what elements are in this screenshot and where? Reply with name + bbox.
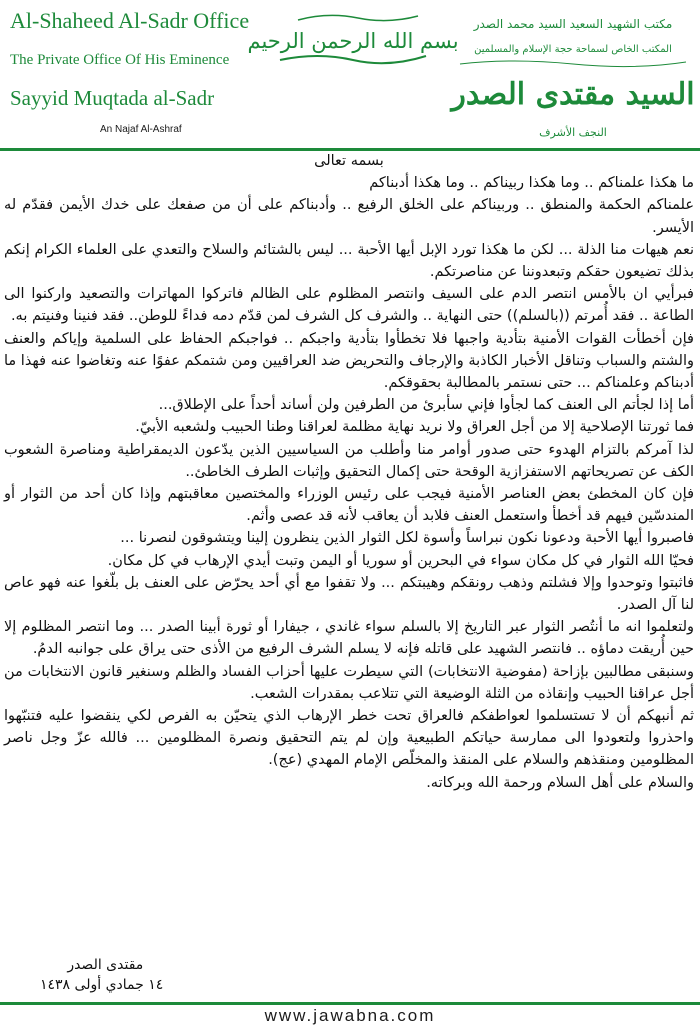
paragraph: فإن أخطأت القوات الأمنية بتأدية واجبها فلا تخطأوا بتأدية واجبكم .. فواجبكم الحفاظ على السلمية وإياكم والعنف والشتم والسباب وتناقل الأخبار الكاذبة والإرجاف والتحريض ضد العراقيين ومن شتمكم عفوًا عنه وتغاضوا عنه فهذا ما أدبناكم وعلمناكم ... حتى نستمر بالمطالبة بحقوقكم. (4, 330, 694, 392)
office-seal-calligraphy (452, 6, 694, 144)
paragraph: وسنبقى مطالبين بإزاحة (مفوضية الانتخابات) التي سيطرت عليها أحزاب الفساد والظلم وسنغير قانون الانتخابات من أجل عراقنا الحبيب وإنقاذه من الثلة الوضيعة التي تتلاعب بمقدرات الشعب. (4, 663, 694, 702)
office-name-en: Al-Shaheed Al-Sadr Office (10, 8, 250, 33)
paragraph: فبرأيي ان بالأمس انتصر الدم على السيف وانتصر المظلوم على الظالم فاتركوا المهاترات والتصعيد واركنوا الى الطاعة .. فقد أُمرتم ((بالسلم)) حتى النهاية .. والشرف كل الشرف لمن قدّم دمه فداءً للوطن.. فقد فنينا وفنيتم به. (4, 286, 694, 325)
paragraph: لذا آمركم بالتزام الهدوء حتى صدور أوامر منا وأطلب من السياسيين الذين يدّعون الديمقراطية ومناصرة الشعوب الكف عن تصريحاتهم الاستفزازية الوقحة حتى إكمال التحقيق وإثبات الطرف الخاطئ.. (4, 441, 694, 480)
paragraph: والسلام على أهل السلام ورحمة الله وبركاته. (426, 774, 694, 791)
seal-line-4: النجف الأشرف (539, 126, 607, 139)
paragraph: فاثبتوا وتوحدوا وإلا فشلتم وذهب رونقكم وهيبتكم ... ولا تقفوا مع أي أحد يحرّض على العنف بل بلّغوا عنه فهو عاص لنا آل الصدر. (4, 574, 694, 614)
letter-opening: بسمه تعالى (314, 153, 384, 169)
seal-line-3: السيد مقتدى الصدر (451, 77, 695, 112)
bottom-divider (0, 1002, 700, 1005)
sayyid-name-en: Sayyid Muqtada al-Sadr (10, 86, 215, 110)
paragraph: فاصبروا أيها الأحبة ودعونا نكون نبراساً وأسوة لكل الثوار الذين ينظرون إلينا ويتشوقون لنصرنا ... (120, 530, 694, 547)
letterhead (0, 0, 700, 150)
seal-line-2: المكتب الخاص لسماحة حجة الإسلام والمسلمين (474, 44, 672, 55)
paragraph: أما إذا لجأتم الى العنف كما لجأوا فإني سأبرئ من الطرفين ولن أساند أحداً على الإطلاق... (158, 397, 694, 414)
signature-date: ١٤ جمادي أولى ١٤٣٨ (40, 977, 164, 993)
paragraph: ولتعلموا انه ما أنتُصر الثوار عبر التاريخ إلا بالسلم سواء غاندي ، جيفارا أو ثورة أبينا الصدر ... وما انتصر المظلوم إلا حين أُريقت دماؤه .. فانتصر الشهيد على قاتله فإنه لا يسلم الشرف الرفيع من الأذى حتى يراق على جوانبه الدمُ. (4, 619, 694, 658)
paragraph: فإن كان المخطئ بعض العناصر الأمنية فيجب على رئيس الوزراء والمختصين معاقبتهم وإذا كان أحد من الثوار أو المندسّين فيهم قد أخطأ واستعمل العنف فلابد أن يعاقب لأنه قد عصى وأثم. (4, 486, 694, 525)
paragraph: علمناكم الحكمة والمنطق .. وربيناكم على الخلق الرفيع .. وأدبناكم على أن من صفعك على خدك الأيمن فقدّم له الأيسر. (4, 197, 694, 236)
website-url[interactable]: www.jawabna.com (264, 1006, 436, 1025)
paragraph: نعم هيهات منا الذلة ... لكن ما هكذا تورد الإبل أيها الأحبة ... ليس بالشتائم والسلاح والتعدي على العلماء الكرام إنكم بذلك تضيعون حقكم وتبعدوننا عن مناصرتكم. (4, 241, 694, 281)
signature-name: مقتدى الصدر (67, 957, 144, 973)
paragraph: فما ثورتنا الإصلاحية إلا من أجل العراق ولا نريد نهاية مظلمة لعراقنا وطنا الحبيب ولشعبه الأبيّ. (135, 419, 694, 436)
letter-body (4, 150, 694, 794)
basmala-calligraphy (247, 6, 459, 76)
signature-block (40, 955, 163, 995)
location-en: An Najaf Al-Ashraf (100, 124, 182, 135)
office-subtitle-en: The Private Office Of His Eminence (10, 52, 230, 68)
seal-line-1: مكتب الشهيد السعيد السيد محمد الصدر (473, 17, 673, 31)
basmala-text: بسم الله الرحمن الرحيم (247, 29, 459, 53)
paragraph: ثم أنبهكم أن لا تستسلموا لعواطفكم فالعراق تحت خطر الإرهاب الذي يتحيّن به الفرص لكي ينقضوا عليه فتنبّهوا واحذروا ولتعودوا الى ممارسة حياتكم الطبيعية وإن لم يتم التحقيق ونصرة المظلومين ... فالله عزّ وجل ناصر المظلومين ومنقذهم والسلام على المنقذ والمخلّص الإمام المهدي (عج). (4, 708, 694, 769)
paragraph: ما هكذا علمناكم .. وما هكذا ربيناكم .. وما هكذا أدبناكم (369, 175, 694, 192)
paragraph: فحيّا الله الثوار في كل مكان سواء في البحرين أو سوريا أو اليمن وتبت أيدي الإرهاب في كل مكان. (107, 552, 694, 569)
